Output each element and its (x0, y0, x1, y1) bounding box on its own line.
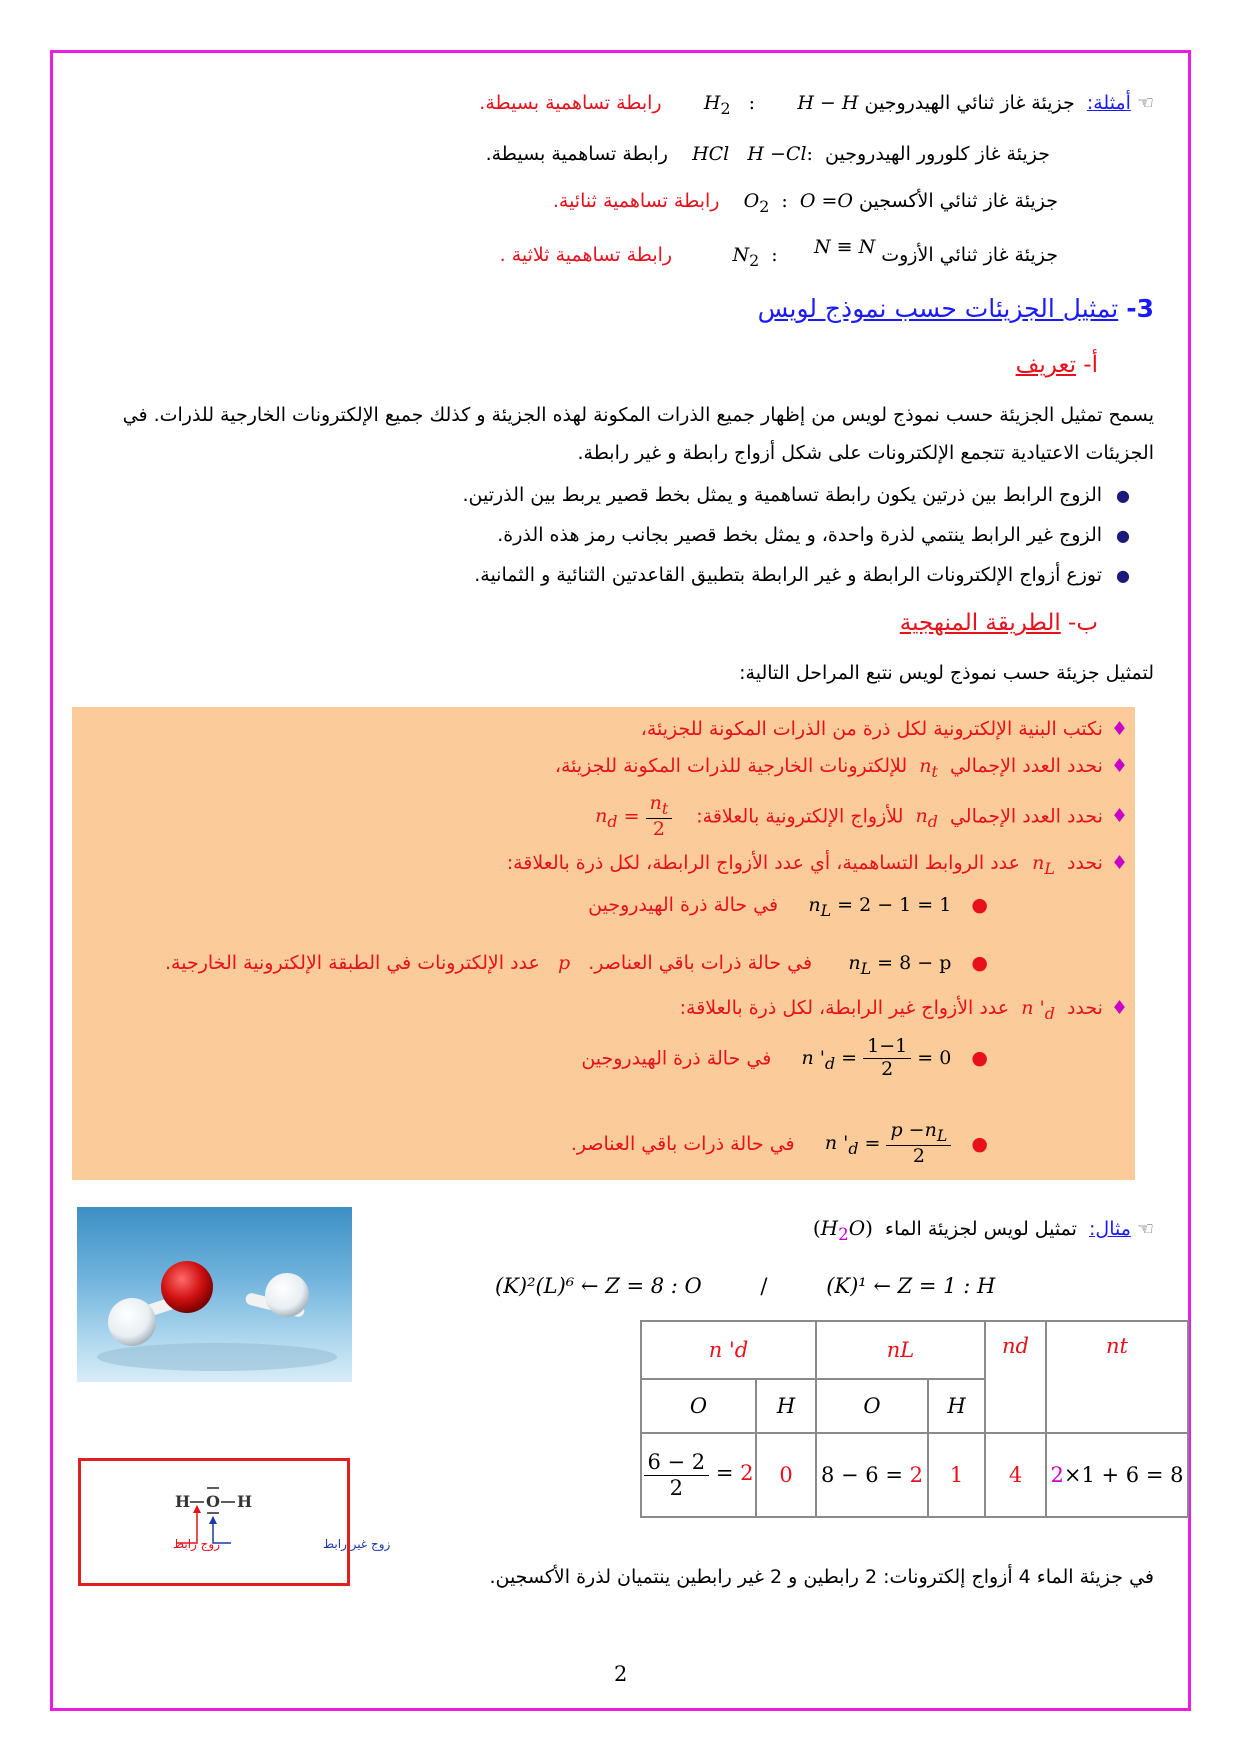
water-molecule-model-icon (77, 1207, 352, 1382)
section3-number: 3- (1126, 294, 1154, 323)
bullet-item: ●الزوج الرابط بين ذرتين يكون رابطة تساهمية و يمثل بخط قصير يربط بين الذرتين. (462, 484, 1130, 506)
table-header-nl: nL (816, 1321, 985, 1379)
lewis-atom-h1: H (175, 1492, 191, 1511)
nd-formula: $n_d$ = $\frac{n_t}{2}$ (595, 793, 672, 841)
bullet-item: ●توزع أزواج الإلكترونات الرابطة و غير الرابطة بتطبيق القاعدتين الثنائية و الثمانية. (474, 564, 1130, 586)
arrow-head-icon (209, 1516, 217, 1524)
table-cell-nl-h: 1 (928, 1433, 985, 1517)
table-header-nt: nt (1046, 1321, 1188, 1433)
table-header-nd-prime: n 'd (641, 1321, 816, 1379)
water-formula: $(H_2O)$ (812, 1216, 873, 1244)
lewis-atom-o: O (206, 1492, 220, 1511)
page-number: 2 (614, 1662, 628, 1686)
lewis-diagram-box (78, 1458, 391, 1586)
o2-bond: رابطة تساهمية ثنائية. (552, 190, 720, 212)
method-step-1: ♦نكتب البنية الإلكترونية لكل ذرة من الذرات المكونة للجزيئة، (640, 718, 1128, 740)
n2-formula: $N_2$ (732, 244, 760, 270)
hydrogen-configuration: (K)¹ ← Z = 1 : H (826, 1274, 996, 1298)
method-step-5: ♦نحدد n '$_d$ عدد الأزواج غير الرابطة، لكل ذرة بالعلاقة: (679, 997, 1128, 1023)
table-subheader-o: O (641, 1379, 756, 1433)
section3-title: تمثيل الجزيئات حسب نموذج لويس (757, 294, 1119, 323)
pointing-hand-icon: ☜ (1136, 1218, 1154, 1240)
method-step-5-others: ● n '$_d$ = $\frac{p -n_L}{2}$ في حالة ذرات باقي العناصر. (570, 1119, 988, 1167)
o2-formula: $O_2$ (743, 190, 770, 216)
examples-hcl-line: جزيئة غاز كلورور الهيدروجين :HCl H −Cl رابطة تساهمية بسيطة. (485, 143, 1050, 165)
table-cell-ndp-o: $\frac{6 - 2}{2}$ = 2 (641, 1433, 756, 1517)
lewis-structure-diagram (81, 1461, 391, 1583)
subsection-a-title: تعريف (1015, 352, 1076, 378)
o2-structure: O =O (799, 190, 853, 212)
examples-n2-line: جزيئة غاز ثنائي الأزوت $N_2$ : N ≡ N رابطة تساهمية ثلاثية . (499, 236, 1058, 270)
definition-paragraph: يسمح تمثيل الجزيئة حسب نموذج لويس من إظهار جميع الذرات المكونة لهذه الجزيئة و كذلك جميع الإلكترونات الخارجية للذرات. في الجزيئات الاعتيادية تتجمع الإلكترونات على شكل أزواج رابطة و غير رابطة. (122, 404, 1154, 464)
diamond-bullet-icon: ♦ (1110, 755, 1128, 777)
separator: / (760, 1274, 768, 1298)
arrow-head-icon (193, 1505, 201, 1513)
hcl-formula: HCl (692, 143, 730, 165)
examples-h2-line: ☜ أمثلة: جزيئة غاز ثنائي الهيدروجين $H_2$ : H − H رابطة تساهمية بسيطة. (479, 92, 1154, 118)
water-molecule-photo (77, 1207, 352, 1382)
subsection-b-title: الطريقة المنهجية (899, 610, 1061, 636)
table-subheader-o: O (816, 1379, 928, 1433)
table-row (641, 1433, 1188, 1517)
table-cell-nt: 2×1 + 6 = 8 (1046, 1433, 1188, 1517)
water-data-table (640, 1320, 1189, 1518)
h2-bond: رابطة تساهمية بسيطة. (479, 92, 662, 114)
h2-structure: H − H (797, 92, 859, 114)
table-cell-nl-o: 8 − 6 = 2 (816, 1433, 928, 1517)
example-heading (813, 1216, 1154, 1244)
nonbonding-pair-label: زوج غير رابط (323, 1537, 391, 1551)
method-intro: لتمثيل جزيئة حسب نموذج لويس نتبع المراحل التالية: (739, 662, 1154, 684)
hcl-bond: رابطة تساهمية بسيطة. (485, 143, 668, 165)
subsection-a-letter: أ- (1083, 352, 1098, 378)
section3-heading (758, 294, 1154, 323)
method-step-3: ♦نحدد العدد الإجمالي $n_d$ للأزواج الإلكترونية بالعلاقة: $n_d$ = $\frac{n_t}{2}$ (595, 792, 1128, 840)
example-text: تمثيل لويس لجزيئة الماء (885, 1218, 1077, 1240)
example-label: مثال: (1089, 1218, 1131, 1240)
h2-name: جزيئة غاز ثنائي الهيدروجين (864, 92, 1075, 114)
conclusion-text: في جزيئة الماء 4 أزواج إلكترونات: 2 رابطين و 2 غير رابطين ينتميان لذرة الأكسجين. (489, 1566, 1154, 1588)
hcl-name: جزيئة غاز كلورور الهيدروجين (825, 143, 1050, 165)
method-step-4-others: ● $n_L = 8 - p$ في حالة ذرات باقي العناصر. p عدد الإلكترونات في الطبقة الإلكترونية الخارجية. (165, 952, 988, 978)
h2-formula: $H_2$ (703, 92, 731, 118)
diamond-bullet-icon: ♦ (1110, 997, 1128, 1019)
method-step-2: ♦نحدد العدد الإجمالي $n_t$ للإلكترونات الخارجية للذرات المكونة للجزيئة، (554, 755, 1128, 781)
electron-configuration-line (495, 1274, 995, 1298)
method-step-4: ♦نحدد $n_L$ عدد الروابط التساهمية، أي عدد الأزواج الرابطة، لكل ذرة بالعلاقة: (506, 852, 1128, 878)
n2-structure: N ≡ N (813, 236, 876, 258)
subsection-a-heading (1016, 352, 1098, 378)
table-cell-nd: 4 (985, 1433, 1046, 1517)
n2-name: جزيئة غاز ثنائي الأزوت (881, 244, 1058, 266)
o2-name: جزيئة غاز ثنائي الأكسجين (859, 190, 1058, 212)
subsection-b-letter: ب- (1068, 610, 1098, 636)
diamond-bullet-icon: ♦ (1110, 805, 1128, 828)
subsection-b-heading (900, 610, 1098, 636)
table-subheader-h: H (756, 1379, 816, 1433)
bonding-pair-label: زوج رابط (173, 1537, 221, 1551)
bullet-item: ●الزوج غير الرابط ينتمي لذرة واحدة، و يمثل بخط قصير بجانب رمز هذه الذرة. (497, 524, 1130, 546)
examples-label: أمثلة: (1086, 92, 1131, 114)
method-step-4-hydrogen: ● $n_L = 2 - 1 = 1$ في حالة ذرة الهيدروجين (588, 894, 988, 920)
table-cell-ndp-h: 0 (756, 1433, 816, 1517)
table-header-nd: nd (985, 1321, 1046, 1433)
diamond-bullet-icon: ♦ (1110, 852, 1128, 874)
method-step-5-hydrogen: ● n '$_d$ = $\frac{1-1}{2}$ = 0 في حالة ذرة الهيدروجين (581, 1035, 988, 1080)
hcl-structure: H −Cl (747, 143, 807, 165)
pointing-hand-icon: ☜ (1136, 92, 1154, 114)
examples-o2-line: جزيئة غاز ثنائي الأكسجين $O_2$ : O =O رابطة تساهمية ثنائية. (552, 190, 1058, 216)
oxygen-configuration: (K)²(L)⁶ ← Z = 8 : O (495, 1274, 702, 1298)
diamond-bullet-icon: ♦ (1110, 718, 1128, 740)
table-subheader-h: H (928, 1379, 985, 1433)
n2-bond: رابطة تساهمية ثلاثية . (499, 244, 673, 266)
lewis-atom-h2: H (237, 1492, 253, 1511)
